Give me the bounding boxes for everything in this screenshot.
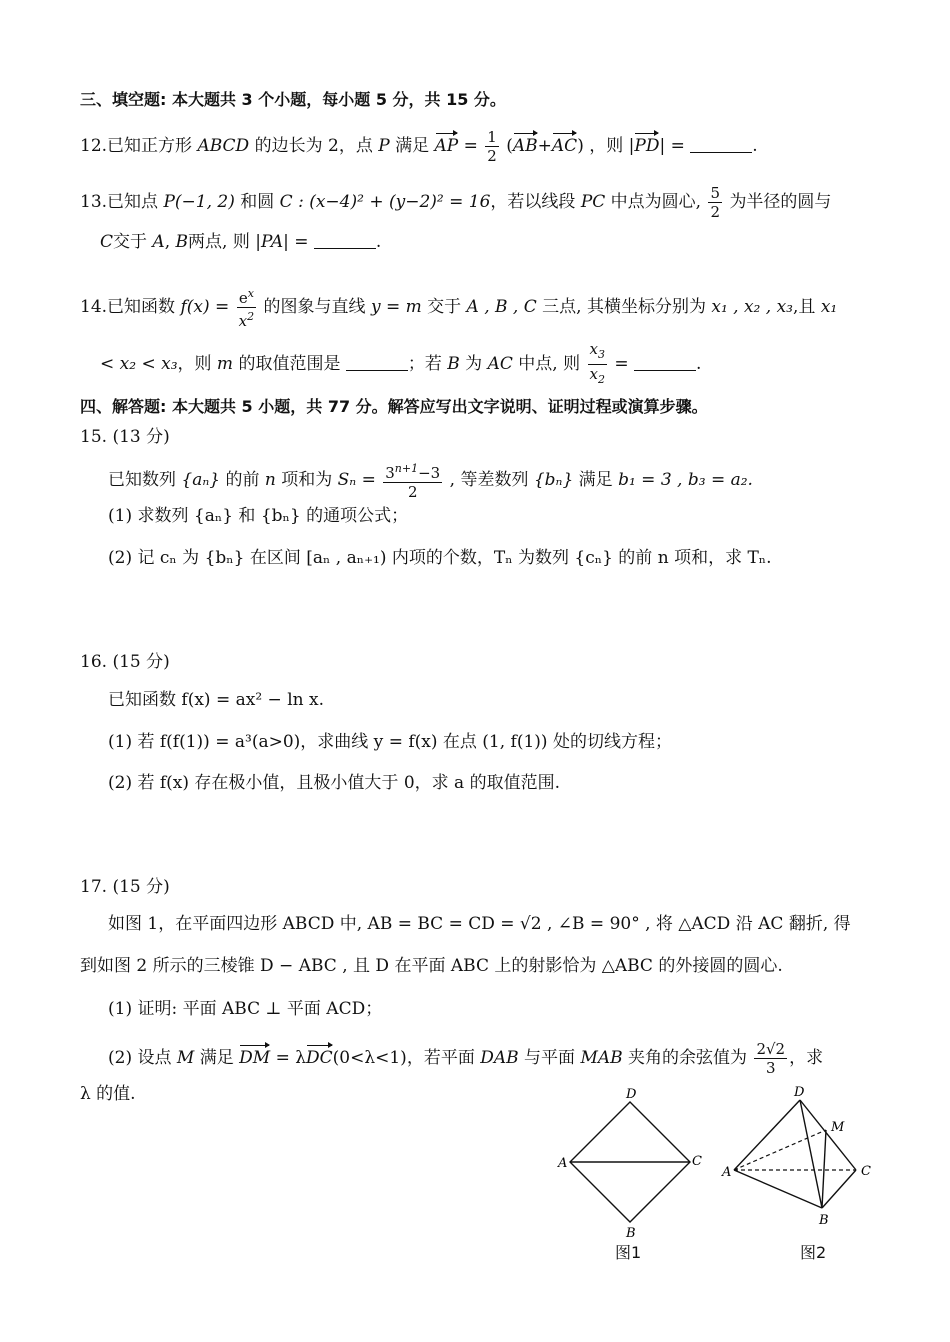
question-17-head: 17. (15 分) [80, 877, 170, 897]
question-17-tail: λ 的值. [80, 1084, 136, 1104]
answer-blank-12 [690, 136, 752, 153]
fig1-label-a: A [558, 1156, 568, 1171]
answer-blank-14b [634, 354, 696, 371]
question-14-line-1: 14.已知函数 f(x) = $\frac{e^x}{x^2}$ 的图象与直线 y = m 交于 A , B , C 三点, 其横坐标分别为 x₁ , x₂ , x₃,且 x₁ [80, 287, 838, 330]
question-17-part-1: (1) 证明: 平面 ABC ⊥ 平面 ACD； [108, 999, 383, 1019]
fig1-label-b: B [626, 1226, 636, 1240]
fig2-label-a: A [722, 1165, 732, 1180]
question-17-line-2: 到如图 2 所示的三棱锥 D − ABC , 且 D 在平面 ABC 上的射影恰为 △ABC 的外接圆的圆心. [80, 956, 783, 976]
fig2-label-m: M [831, 1120, 845, 1135]
question-12: 12.已知正方形 ABCD 的边长为 2，点 P 满足 AP = $\frac{1}{2}$ (AB+AC) ，则 |PD| = . [80, 128, 758, 165]
question-16-intro: 已知函数 f(x) = ax² − ln x. [108, 690, 324, 710]
fig2-label-c: C [861, 1164, 871, 1179]
fig1-label-d: D [626, 1087, 637, 1102]
answer-blank-13 [314, 232, 376, 249]
figure-2-diagram [718, 1078, 883, 1238]
edge-am-dashed [734, 1130, 826, 1170]
section-4-heading: 四、解答题: 本大题共 5 小题，共 77 分。解答应写出文字说明、证明过程或演算步骤。 [80, 397, 708, 416]
edge-db [800, 1100, 822, 1208]
figure-1-caption: 图1 [615, 1243, 642, 1262]
question-13-line-2: C交于 A, B两点, 则 |PA| = . [100, 232, 382, 252]
edge-mb [822, 1130, 826, 1208]
section-3-heading: 三、填空题: 本大题共 3 个小题，每小题 5 分，共 15 分。 [80, 90, 506, 109]
question-15-part-1: (1) 求数列 {aₙ} 和 {bₙ} 的通项公式； [108, 506, 409, 526]
figure-2-caption: 图2 [800, 1243, 827, 1262]
question-15-head: 15. (13 分) [80, 427, 170, 447]
answer-blank-14a [346, 354, 408, 371]
question-15-intro: 已知数列 {aₙ} 的前 n 项和为 Sₙ = $\frac{3^{n+1}-3}{2}$ , 等差数列 {bₙ} 满足 b₁ = 3 , b₃ = a₂. [108, 462, 753, 501]
question-13-line-1: 13.已知点 P(−1, 2) 和圆 C : (x−4)² + (y−2)² = 16，若以线段 PC 中点为圆心, $\frac{5}{2}$ 为半径的圆与 [80, 184, 832, 221]
edge-ab [734, 1170, 822, 1208]
edge-bc [822, 1170, 856, 1208]
question-16-head: 16. (15 分) [80, 652, 170, 672]
edge-dc [800, 1100, 856, 1170]
fig2-label-d: D [794, 1085, 805, 1100]
question-16-part-1: (1) 若 f(f(1)) = a³(a>0)，求曲线 y = f(x) 在点 (1, f(1)) 处的切线方程； [108, 732, 672, 752]
figure-1-diagram [550, 1085, 710, 1240]
question-16-part-2: (2) 若 f(x) 存在极小值，且极小值大于 0，求 a 的取值范围. [108, 773, 561, 793]
question-15-part-2: (2) 记 cₙ 为 {bₙ} 在区间 [aₙ , aₙ₊₁) 内项的个数，Tₙ 为数列 {cₙ} 的前 n 项和，求 Tₙ. [108, 548, 772, 568]
question-14-line-2: < x₂ < x₃，则 m 的取值范围是 ；若 B 为 AC 中点, 则 $\frac{x_3}{x_2}$ = . [100, 340, 702, 386]
question-17-line-1: 如图 1，在平面四边形 ABCD 中, AB = BC = CD = √2 , ∠B = 90° , 将 △ACD 沿 AC 翻折, 得 [108, 914, 851, 934]
fig1-label-c: C [692, 1154, 702, 1169]
edge-da [734, 1100, 800, 1170]
fig2-label-b: B [819, 1213, 829, 1228]
question-17-part-2: (2) 设点 M 满足 DM = λDC(0<λ<1)，若平面 DAB 与平面 MAB 夹角的余弦值为 $\frac{2√2}{3}$ ，求 [108, 1040, 824, 1077]
